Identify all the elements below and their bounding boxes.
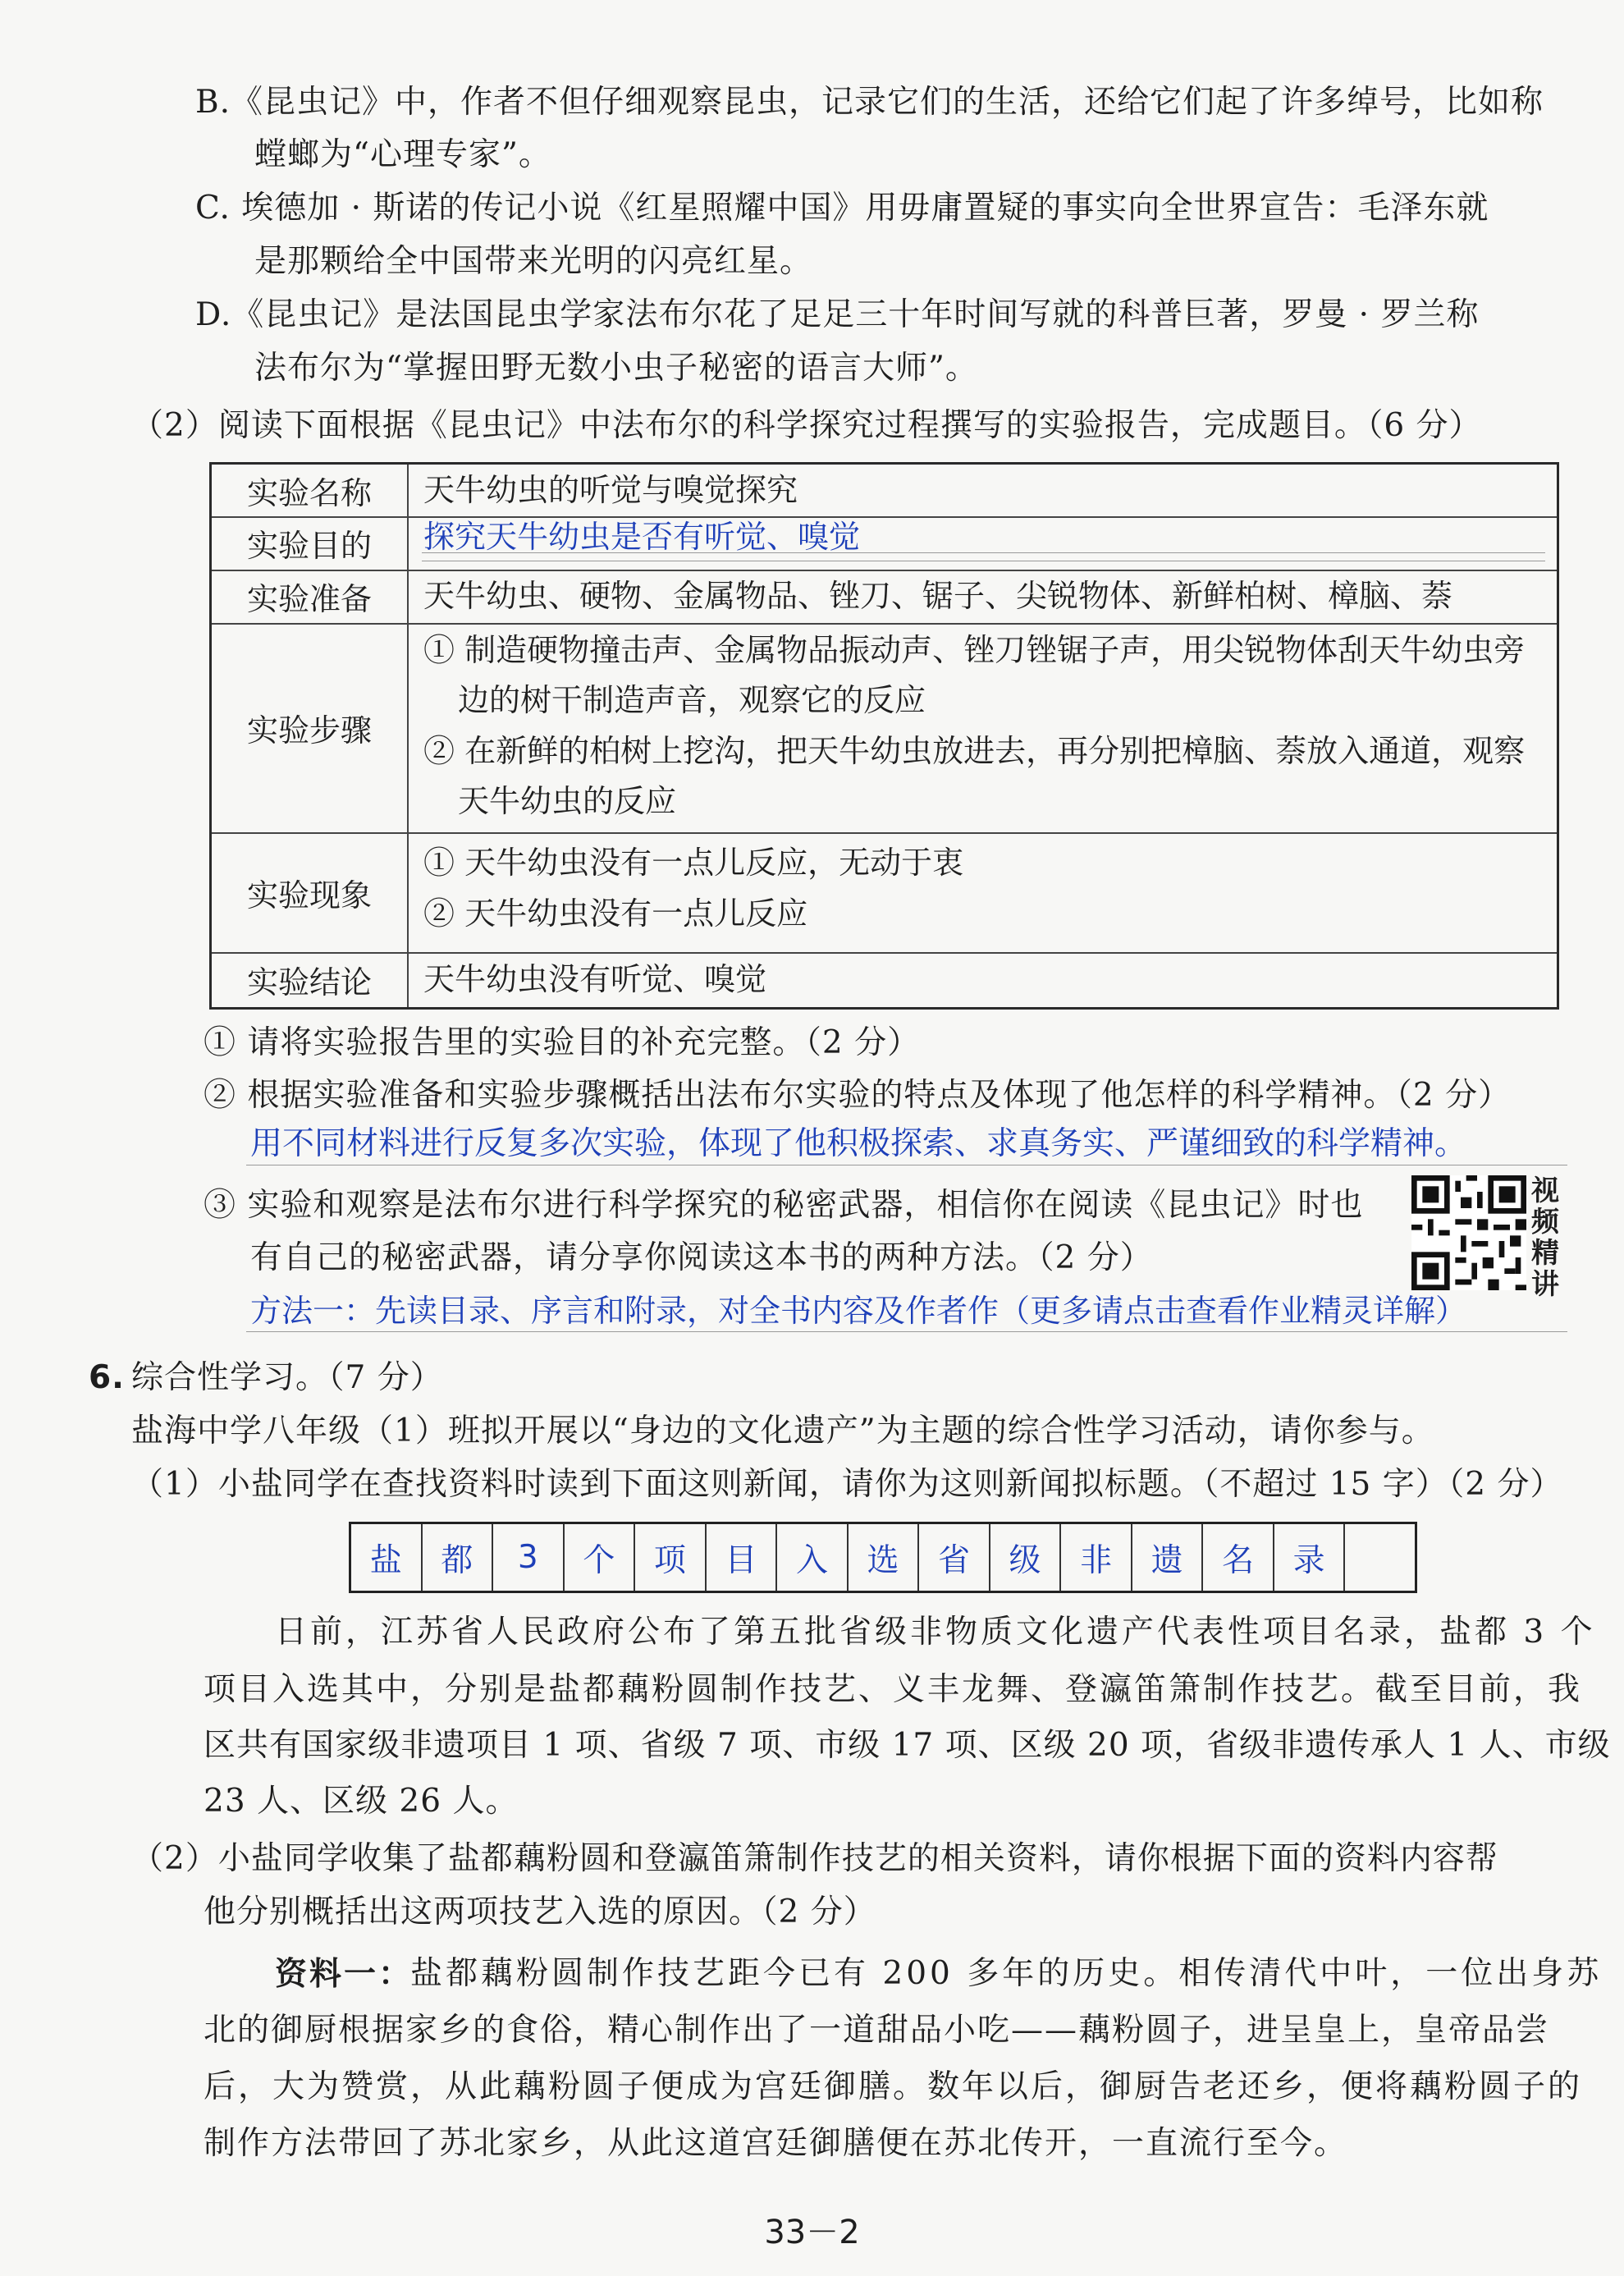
option-b-line2: 螳螂为“心理专家”。 <box>254 136 551 173</box>
report-label-conclusion: 实验结论 <box>212 952 409 1007</box>
subquestion-3-line2: 有自己的秘密武器，请分享你阅读这本书的两种方法。（2 分） <box>250 1239 1153 1276</box>
subquestion-2: ② 根据实验准备和实验步骤概括出法布尔实验的特点及体现了他怎样的科学精神。（2 分） <box>204 1077 1512 1114</box>
qr-code-icon[interactable] <box>1411 1175 1526 1290</box>
headline-char-box[interactable]: 个 <box>565 1524 636 1591</box>
experiment-report-table <box>209 462 1559 1010</box>
report-step2-line2: 天牛幼虫的反应 <box>458 783 677 819</box>
option-b-line1: B.《昆虫记》中，作者不但仔细观察昆虫，记录它们的生活，还给它们起了许多绰号，比如称 <box>195 84 1544 121</box>
report-row-prep <box>212 570 1557 625</box>
subquestion-3-answer[interactable]: 方法一：先读目录、序言和附录，对全书内容及作者作（更多请点击查看作业精灵详解） <box>250 1293 1467 1329</box>
report-phenomenon-1: ① 天牛幼虫没有一点儿反应，无动于衷 <box>423 845 964 881</box>
headline-char-box[interactable]: 遗 <box>1132 1524 1204 1591</box>
answer-line <box>422 552 1545 553</box>
question-6-number: 6. <box>89 1359 125 1396</box>
question-2-intro: （2）阅读下面根据《昆虫记》中法布尔的科学探究过程撰写的实验报告，完成题目。（6 分） <box>131 407 1482 444</box>
headline-char-box[interactable] <box>1345 1524 1415 1591</box>
headline-answer-boxes <box>349 1522 1417 1593</box>
headline-char-box[interactable]: 录 <box>1274 1524 1346 1591</box>
headline-char-box[interactable]: 项 <box>635 1524 707 1591</box>
question-6-part1: （1）小盐同学在查找资料时读到下面这则新闻，请你为这则新闻拟标题。（不超过 15 字）（2 分） <box>131 1466 1563 1503</box>
headline-char-box[interactable]: 入 <box>777 1524 849 1591</box>
option-d-line1: D.《昆虫记》是法国昆虫学家法布尔花了足足三十年时间写就的科普巨著，罗曼 · 罗兰称 <box>195 296 1480 333</box>
news-line-3: 区共有国家级非遗项目 1 项、省级 7 项、市级 17 项、区级 20 项，省级非遗传承人 1 人、市级 <box>204 1727 1611 1764</box>
report-purpose-answer: 探究天牛幼虫是否有听觉、嗅觉 <box>423 519 861 555</box>
qr-video-label: 视频精讲 <box>1531 1175 1559 1301</box>
material-1-line1: 盐都藕粉圆制作技艺距今已有 200 多年的历史。相传清代中叶，一位出身苏 <box>410 1955 1603 1992</box>
material-1-label: 资料一： <box>275 1955 414 1993</box>
news-line-2: 项目入选其中，分别是盐都藕粉圆制作技艺、义丰龙舞、登瀛笛箫制作技艺。截至目前，我 <box>204 1671 1583 1708</box>
report-row-name <box>212 465 1557 518</box>
report-label-name: 实验名称 <box>212 465 409 516</box>
report-row-purpose <box>212 516 1557 571</box>
report-value-name: 天牛幼虫的听觉与嗅觉探究 <box>423 472 798 508</box>
headline-char-box[interactable]: 级 <box>990 1524 1062 1591</box>
question-6-title: 综合性学习。（7 分） <box>131 1359 443 1396</box>
headline-char-box[interactable]: 盐 <box>351 1524 423 1591</box>
headline-char-box[interactable]: 省 <box>919 1524 990 1591</box>
headline-char-box[interactable]: 选 <box>849 1524 920 1591</box>
headline-char-box[interactable]: 目 <box>707 1524 778 1591</box>
subquestion-3-line1: ③ 实验和观察是法布尔进行科学探究的秘密武器，相信你在阅读《昆虫记》时也 <box>204 1187 1364 1224</box>
report-label-purpose: 实验目的 <box>212 516 409 570</box>
report-label-phenomenon: 实验现象 <box>212 832 409 952</box>
page-number: 33－2 <box>764 2214 860 2251</box>
material-1-line2: 北的御厨根据家乡的食俗，精心制作出了一道甜品小吃——藕粉圆子，进呈皇上，皇帝品尝 <box>204 2012 1550 2049</box>
news-line-4: 23 人、区级 26 人。 <box>204 1783 519 1820</box>
option-d-line2: 法布尔为“掌握田野无数小虫子秘密的语言大师”。 <box>254 350 978 387</box>
report-value-prep: 天牛幼虫、硬物、金属物品、锉刀、锯子、尖锐物体、新鲜柏树、樟脑、萘 <box>423 578 1453 614</box>
material-1-line4: 制作方法带回了苏北家乡，从此这道宫廷御膳便在苏北传开，一直流行至今。 <box>204 2125 1348 2162</box>
option-c-line1: C. 埃德加 · 斯诺的传记小说《红星照耀中国》用毋庸置疑的事实向全世界宣告：毛泽东就 <box>195 190 1489 227</box>
report-row-phenomenon <box>212 832 1557 954</box>
report-step2-line1: ② 在新鲜的柏树上挖沟，把天牛幼虫放进去，再分别把樟脑、萘放入通道，观察 <box>423 733 1526 769</box>
material-1-line3: 后，大为赞赏，从此藕粉圆子便成为宫廷御膳。数年以后，御厨告老还乡，便将藕粉圆子的 <box>204 2068 1583 2105</box>
report-step1-line1: ① 制造硬物撞击声、金属物品振动声、锉刀锉锯子声，用尖锐物体刮天牛幼虫旁 <box>423 632 1526 668</box>
headline-char-box[interactable]: 名 <box>1203 1524 1274 1591</box>
headline-char-box[interactable]: 都 <box>423 1524 494 1591</box>
subquestion-2-answer: 用不同材料进行反复多次实验，体现了他积极探索、求真务实、严谨细致的科学精神。 <box>250 1125 1467 1162</box>
news-line-1: 日前，江苏省人民政府公布了第五批省级非物质文化遗产代表性项目名录，盐都 3 个 <box>275 1614 1596 1651</box>
headline-char-box[interactable]: 非 <box>1061 1524 1132 1591</box>
report-phenomenon-2: ② 天牛幼虫没有一点儿反应 <box>423 895 808 932</box>
report-value-conclusion: 天牛幼虫没有听觉、嗅觉 <box>423 961 767 997</box>
report-row-conclusion <box>212 952 1557 1007</box>
report-row-steps <box>212 623 1557 834</box>
report-label-steps: 实验步骤 <box>212 623 409 832</box>
option-c-line2: 是那颗给全中国带来光明的闪亮红星。 <box>254 243 813 280</box>
answer-line <box>246 1331 1567 1332</box>
headline-char-box[interactable]: 3 <box>493 1524 565 1591</box>
question-6-intro: 盐海中学八年级（1）班拟开展以“身边的文化遗产”为主题的综合性学习活动，请你参与。 <box>131 1413 1434 1449</box>
question-6-part2-line2: 他分别概括出这两项技艺入选的原因。（2 分） <box>204 1894 876 1930</box>
subquestion-1: ① 请将实验报告里的实验目的补充完整。（2 分） <box>204 1024 921 1061</box>
question-6-part2-line1: （2）小盐同学收集了盐都藕粉圆和登瀛笛箫制作技艺的相关资料，请你根据下面的资料内容帮 <box>131 1840 1498 1877</box>
report-step1-line2: 边的树干制造声音，观察它的反应 <box>458 682 926 718</box>
report-label-prep: 实验准备 <box>212 570 409 623</box>
